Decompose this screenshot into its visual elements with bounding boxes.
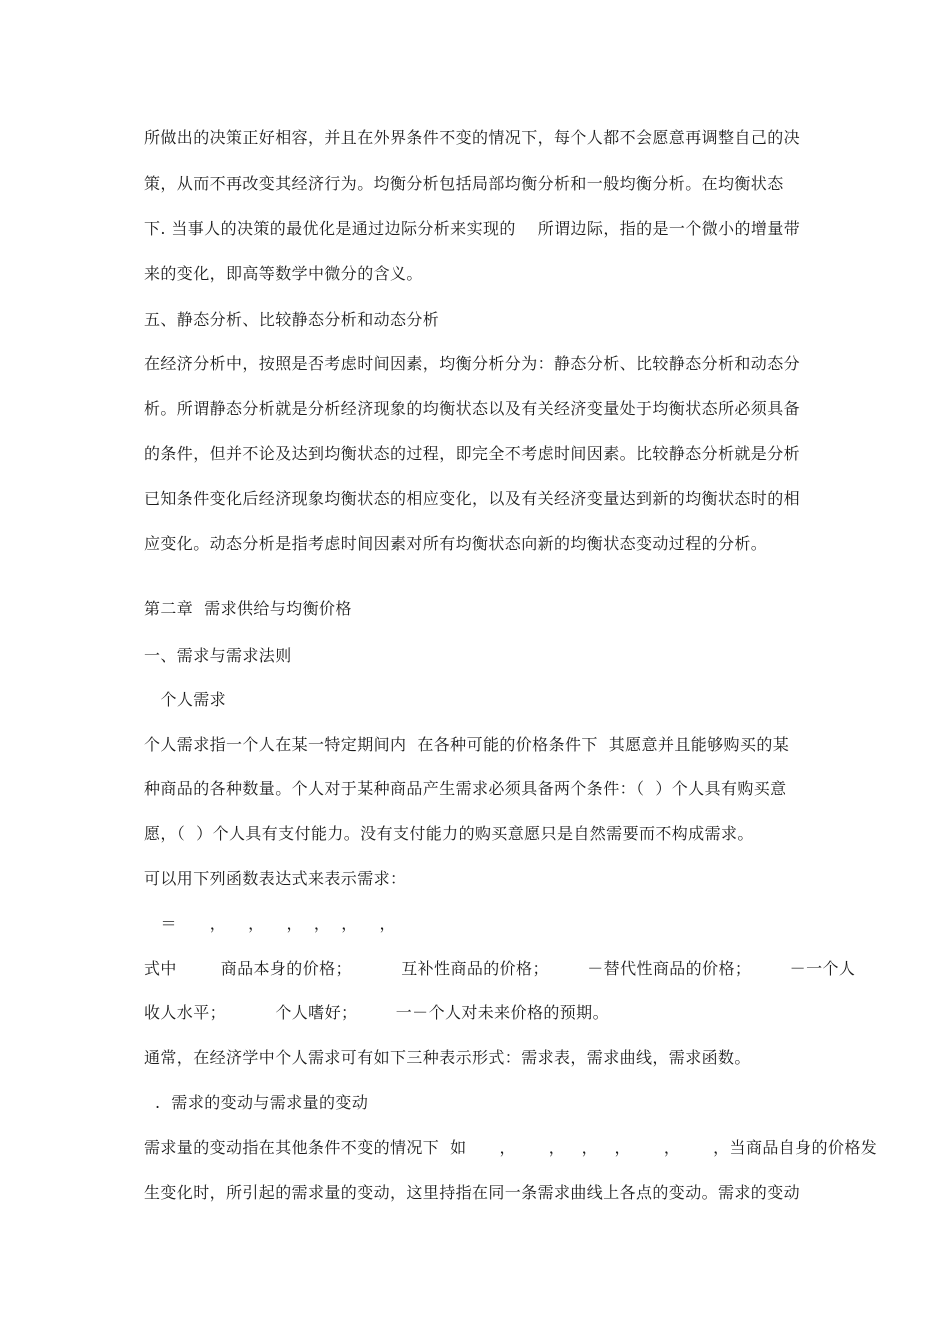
paragraph-line: 所做出的决策正好相容，并且在外界条件不变的情况下，每个人都不会愿意再调整自己的决 xyxy=(144,128,801,147)
paragraph-line: 已知条件变化后经济现象均衡状态的相应变化，以及有关经济变量达到新的均衡状态时的相 xyxy=(144,489,801,508)
paragraph-line: 种商品的各种数量。个人对于某种商品产生需求必须具备两个条件：（ ）个人具有购买意 xyxy=(144,779,787,798)
paragraph-line: 生变化时，所引起的需求量的变动，这里持指在同一条需求曲线上各点的变动。需求的变动 xyxy=(144,1183,801,1202)
paragraph-line: 式中 商品本身的价格； 互补性商品的价格； －替代性商品的价格； －一个人 xyxy=(144,959,856,978)
paragraph-line: 应变化。动态分析是指考虑时间因素对所有均衡状态向新的均衡状态变动过程的分析。 xyxy=(144,534,768,553)
section-heading: 五、静态分析、比较静态分析和动态分析 xyxy=(144,310,440,329)
paragraph-line: 收人水平； 个人嗜好； 一－个人对未来价格的预期。 xyxy=(144,1003,609,1022)
paragraph-line: 析。所谓静态分析就是分析经济现象的均衡状态以及有关经济变量处于均衡状态所必须具备 xyxy=(144,399,801,418)
chapter-heading: 第二章 需求供给与均衡价格 xyxy=(144,599,352,618)
paragraph-line: 通常，在经济学中个人需求可有如下三种表示形式：需求表，需求曲线，需求函数。 xyxy=(144,1048,751,1067)
paragraph-line: 的条件，但并不论及达到均衡状态的过程，即完全不考虑时间因素。比较静态分析就是分析 xyxy=(144,444,801,463)
subsection-heading: . 需求的变动与需求量的变动 xyxy=(144,1093,369,1112)
paragraph-line: 下. 当事人的决策的最优化是通过边际分析来实现的 所谓边际，指的是一个微小的增量带 xyxy=(144,219,801,238)
paragraph-line: 来的变化，即高等数学中微分的含义。 xyxy=(144,264,423,283)
paragraph-line: 在经济分析中，按照是否考虑时间因素，均衡分析分为：静态分析、比较静态分析和动态分 xyxy=(144,354,801,373)
paragraph-line: 愿，（ ）个人具有支付能力。没有支付能力的购买意愿只是自然需要而不构成需求。 xyxy=(144,824,754,843)
formula-line: ＝ ， ， ， ， ， ， xyxy=(144,914,396,933)
paragraph-line: 需求量的变动指在其他条件不变的情况下 如 ， ， ， ， ， ，当商品自身的价格发 xyxy=(144,1138,878,1157)
section-heading: 一、需求与需求法则 xyxy=(144,646,292,665)
paragraph-line: 策，从而不再改变其经济行为。均衡分析包括局部均衡分析和一般均衡分析。在均衡状态 xyxy=(144,174,784,193)
paragraph-line: 可以用下列函数表达式来表示需求： xyxy=(144,869,407,888)
subsection-heading: 个人需求 xyxy=(144,690,227,709)
paragraph-line: 个人需求指一个人在某一特定期间内 在各种可能的价格条件下 其愿意并且能够购买的某 xyxy=(144,735,790,754)
